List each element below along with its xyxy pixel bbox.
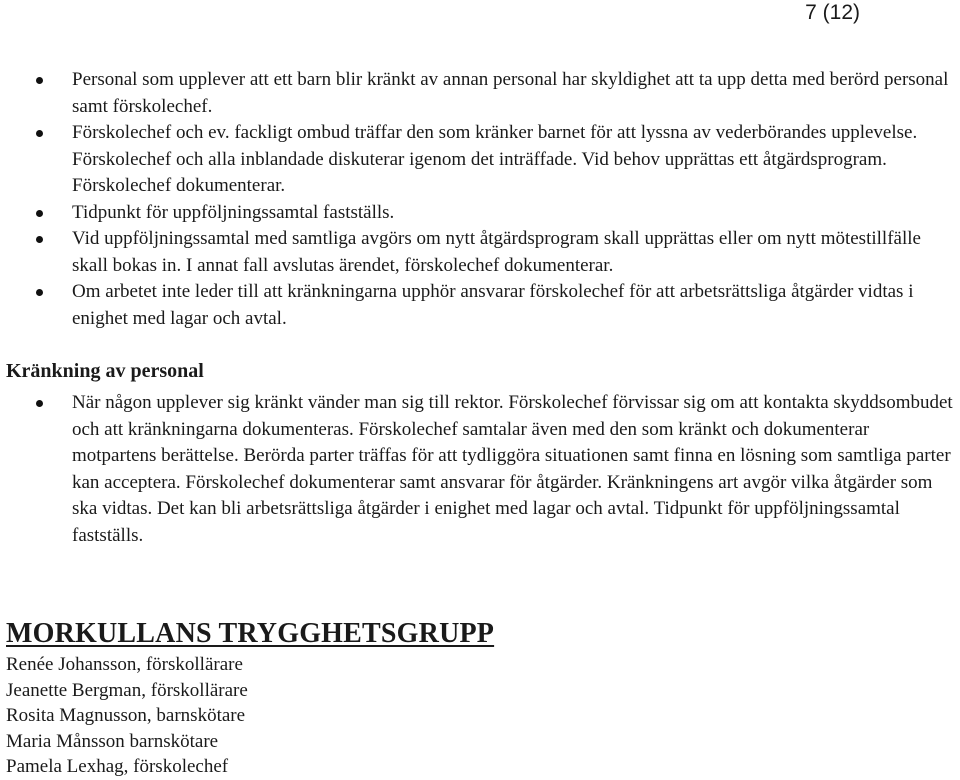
member-item: Pamela Lexhag, förskolechef xyxy=(6,756,229,777)
bullet-item xyxy=(0,67,960,120)
section-bullet-list xyxy=(0,390,960,549)
section-heading: Kränkning av personal xyxy=(6,360,204,382)
bullet-text: Personal som upplever att ett barn blir kränkt av annan personal har skyldighet att ta upp detta med berörd personal samt förskolechef. xyxy=(72,69,949,117)
bullet-icon xyxy=(36,400,43,407)
bullet-icon xyxy=(36,236,43,243)
member-item: Maria Månsson barnskötare xyxy=(6,730,219,752)
bullet-item xyxy=(0,226,960,279)
bullet-text: Förskolechef och ev. fackligt ombud träffar den som kränker barnet för att lyssna av vederbörandes upplevelse. Förskolechef och alla inblandade diskuterar igenom det inträffade. Vid behov upprättas ett åtgärdsprogram. Förskolechef dokumenterar. xyxy=(72,122,918,196)
bullet-icon xyxy=(36,210,43,217)
group-heading: MORKULLANS TRYGGHETSGRUPP xyxy=(6,618,495,649)
bullet-icon xyxy=(36,77,43,84)
bullet-icon xyxy=(36,289,43,296)
member-item: Rosita Magnusson, barnskötare xyxy=(6,705,246,726)
top-bullet-list xyxy=(0,67,960,332)
bullet-item xyxy=(0,200,960,227)
bullet-text: Vid uppföljningssamtal med samtliga avgörs om nytt åtgärdsprogram skall upprättas eller om nytt mötestillfälle skall bokas in. I annat fall avslutas ärendet, förskolechef dokumenterar. xyxy=(72,228,921,276)
bullet-icon xyxy=(36,130,43,137)
bullet-item xyxy=(0,120,960,200)
member-item: Renée Johansson, förskollärare xyxy=(6,654,243,675)
member-list xyxy=(6,652,248,780)
bullet-text: När någon upplever sig kränkt vänder man sig till rektor. Förskolechef förvissar sig om att kontakta skyddsombudet och att kränkningarna dokumenteras. Förskolechef samtalar även med den som kränkt och dokumenterar motpartens berättelse. Berörda parter träffas för att tydliggöra situationen samt finna en lösning som samtliga parter kan acceptera. Förskolechef dokumenterar samt ansvarar för åtgärder. Kränkningens art avgör vilka åtgärder som ska vidtas. Det kan bli arbetsrättsliga åtgärder i enighet med lagar och avtal. Tidpunkt för uppföljningssamtal fastställs. xyxy=(72,392,953,546)
bullet-item xyxy=(0,279,960,332)
bullet-text: Om arbetet inte leder till att kränkningarna upphör ansvarar förskolechef för att arbetsrättsliga åtgärder vidtas i enighet med lagar och avtal. xyxy=(72,281,914,329)
member-item: Jeanette Bergman, förskollärare xyxy=(6,679,248,701)
bullet-text: Tidpunkt för uppföljningssamtal fastställs. xyxy=(72,201,395,223)
bullet-item xyxy=(0,390,960,549)
page-number: 7 (12) xyxy=(805,1,860,24)
